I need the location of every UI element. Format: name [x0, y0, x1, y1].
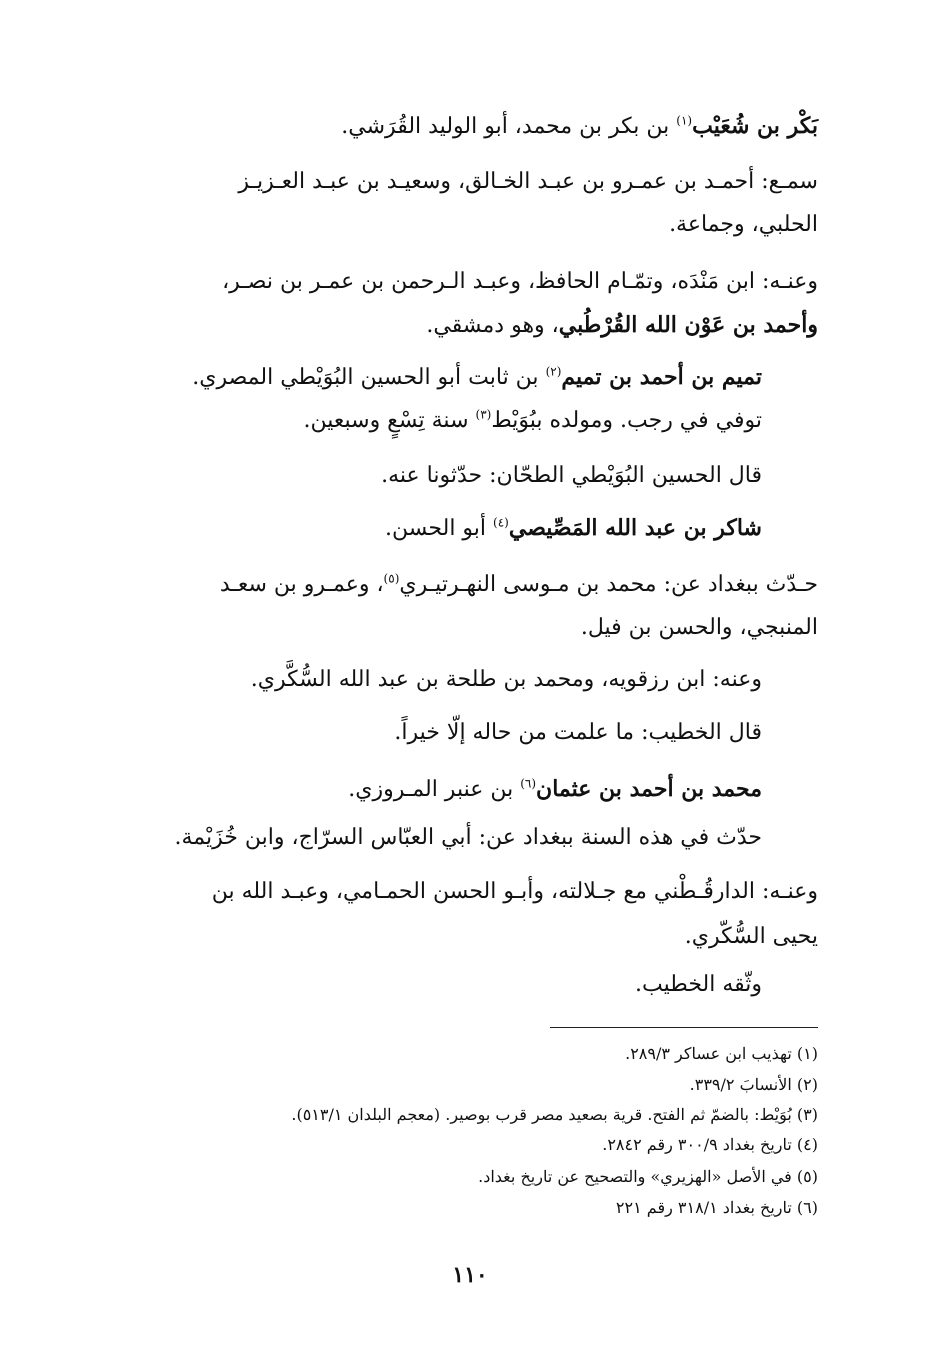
paragraph-line: يحيى السُّكّري. — [684, 924, 818, 949]
paragraph-line: قال الحسين البُوَيْطي الطحّان: حدّثونا عنه. — [381, 463, 762, 488]
footnote-divider — [550, 1027, 818, 1028]
paragraph-line: ، وهو دمشقي. — [426, 313, 559, 338]
paragraph-text: سنة تِسْعٍ وسبعين. — [303, 408, 476, 433]
footnote-ref: (١) — [676, 113, 693, 128]
person-name: وأحمد بن عَوْن الله القُرْطُبي — [558, 312, 818, 338]
paragraph-qala-husayn — [381, 451, 762, 501]
paragraph-haddatha-cont — [581, 603, 818, 653]
paragraph-tuwuffiya — [304, 396, 763, 446]
entry-name: محمد بن أحمد بن عثمان — [536, 776, 762, 802]
paragraph-anhu-2 — [251, 655, 762, 705]
entry-name: تميم بن أحمد بن تميم — [561, 364, 762, 390]
page-number: ١١٠ — [452, 1262, 488, 1288]
paragraph-qala-khatib — [394, 708, 762, 758]
entry-name: شاكر بن عبد الله المَصِّيصي — [508, 515, 762, 541]
paragraph-anhu-cont — [426, 300, 818, 351]
paragraph-text: توفي في رجب. ومولده ببُوَيْط — [491, 408, 762, 433]
footnote-ref: (٦) — [520, 776, 537, 791]
paragraph-line: حدّث في هذه السنة ببغداد عن: أبي العبّاس السرّاج، وابن خُزَيْمة. — [174, 825, 762, 850]
paragraph-haddatha-2 — [175, 813, 762, 863]
footnote-2: (٢) الأنسابَ ٣٣٩/٢. — [689, 1075, 818, 1094]
paragraph-line: قال الخطيب: ما علمت من حاله إلّا خيراً. — [394, 720, 762, 745]
entry-desc: بن بكر بن محمد، أبو الوليد القُرَشي. — [341, 114, 677, 139]
paragraph-line: الحلبي، وجماعة. — [669, 212, 818, 237]
footnote-5: (٥) في الأصل «الهزيري» والتصحيح عن تاريخ بغداد. — [478, 1167, 818, 1186]
entry-name: بَكْر بن شُعَيْب — [692, 113, 818, 139]
entry-heading-bakr — [341, 101, 818, 152]
paragraph-line: المنبجي، والحسن بن فيل. — [580, 615, 818, 640]
footnote-1: (١) تهذيب ابن عساكر ٢٨٩/٣. — [625, 1044, 818, 1063]
footnote-ref: (٤) — [493, 515, 509, 530]
paragraph-line: وعنـه: الدارقُـطْني مع جـلالته، وأبـو الحسن الحمـامي، وعبـد الله بن — [211, 879, 818, 904]
paragraph-anhu-3 — [122, 867, 818, 917]
footnote-ref: (٣) — [475, 407, 492, 422]
paragraph-line: سمـع: أحمـد بن عمـرو بن عبـد الخـالق، وسعيـد بن عبـد العـزيـز — [238, 169, 818, 194]
entry-desc: أبو الحسن. — [385, 516, 494, 541]
paragraph-line: وعنـه: ابن مَنْدَه، وتمّـام الحافظ، وعبـد الـرحمن بن عمـر بن نصـر، — [222, 269, 818, 294]
entry-heading-shakir — [385, 503, 762, 554]
paragraph-line: وثّقه الخطيب. — [635, 972, 762, 997]
paragraph-line: وعنه: ابن رزقويه، ومحمد بن طلحة بن عبد الله السُّكَّري. — [250, 667, 762, 692]
entry-heading-muhammad — [348, 764, 762, 815]
paragraph-text: حـدّث ببغداد عن: محمد بن مـوسى النهـرتيـري — [399, 572, 818, 597]
entry-desc: بن ثابت أبو الحسين البُوَيْطي المصري. — [192, 365, 546, 390]
paragraph-text: ، وعمـرو بن سعـد — [219, 572, 384, 597]
footnote-ref: (٥) — [383, 571, 400, 586]
entry-desc: بن عنبر المـروزي. — [348, 777, 521, 802]
paragraph-samia-cont — [669, 200, 818, 250]
footnote-4: (٤) تاريخ بغداد ٣٠٠/٩ رقم ٢٨٤٢. — [602, 1135, 818, 1154]
footnote-ref: (٢) — [545, 364, 562, 379]
paragraph-anhu-3-cont — [685, 912, 818, 962]
footnote-3: (٣) بُوَيْط: بالضمّ ثم الفتح. قرية بصعيد مصر قرب بوصير. (معجم البلدان ٥١٣/١). — [291, 1105, 818, 1124]
paragraph-wathaqahu — [635, 960, 762, 1010]
footnote-6: (٦) تاريخ بغداد ٣١٨/١ رقم ٢٢١ — [615, 1198, 818, 1217]
